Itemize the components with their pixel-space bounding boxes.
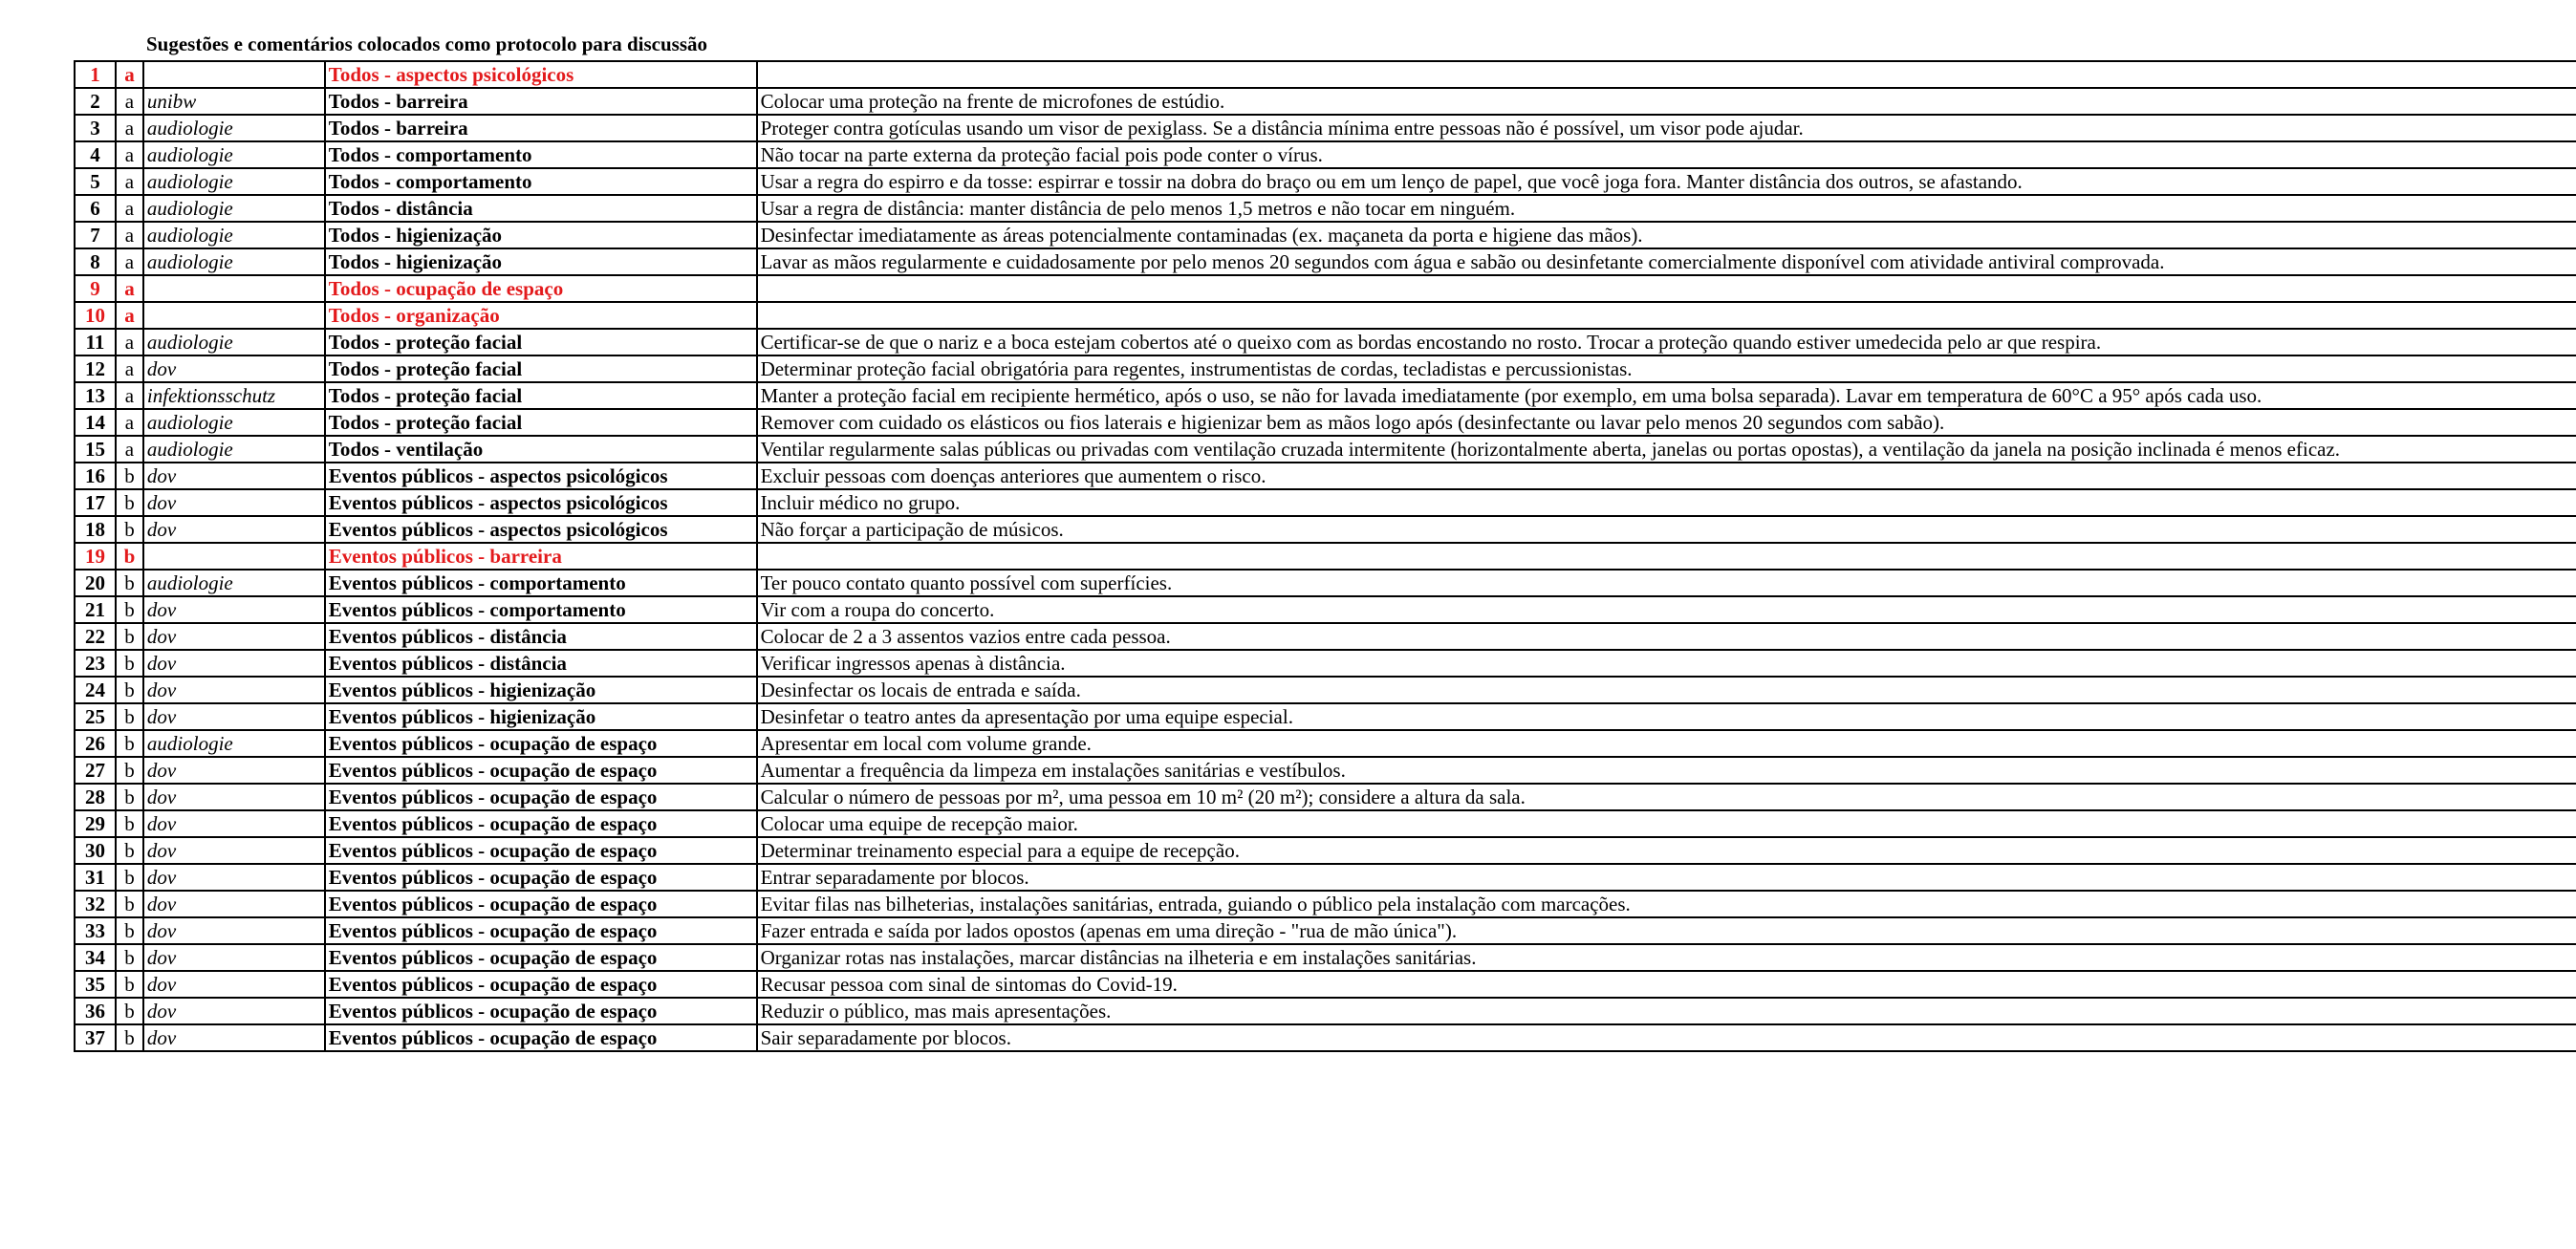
- source-cell: audiologie: [143, 570, 325, 596]
- row-number-cell: 23: [75, 650, 116, 677]
- suggestion-cell: [757, 275, 2576, 302]
- category-cell: Todos - proteção facial: [325, 382, 757, 409]
- table-row: [75, 703, 2576, 730]
- row-number-cell: 31: [75, 864, 116, 891]
- category-cell: Todos - higienização: [325, 248, 757, 275]
- category-cell: Eventos públicos - distância: [325, 623, 757, 650]
- table-row: [75, 463, 2576, 489]
- section-cell: b: [116, 703, 143, 730]
- source-cell: dov: [143, 516, 325, 543]
- category-cell: Todos - comportamento: [325, 141, 757, 168]
- section-cell: a: [116, 436, 143, 463]
- category-cell: Todos - barreira: [325, 115, 757, 141]
- table-row: [75, 570, 2576, 596]
- row-number-cell: 22: [75, 623, 116, 650]
- category-cell: Todos - comportamento: [325, 168, 757, 195]
- category-cell: Todos - ocupação de espaço: [325, 275, 757, 302]
- table-row: [75, 489, 2576, 516]
- suggestion-cell: Determinar treinamento especial para a equipe de recepção.: [757, 837, 2576, 864]
- category-cell: Eventos públicos - ocupação de espaço: [325, 1024, 757, 1051]
- table-row: [75, 596, 2576, 623]
- table-row: [75, 677, 2576, 703]
- suggestion-cell: Usar a regra do espirro e da tosse: espirrar e tossir na dobra do braço ou em um lenço de papel, que você joga fora. Manter distância dos outros, se afastando.: [757, 168, 2576, 195]
- section-cell: b: [116, 623, 143, 650]
- suggestion-cell: Não forçar a participação de músicos.: [757, 516, 2576, 543]
- source-cell: dov: [143, 944, 325, 971]
- section-cell: b: [116, 837, 143, 864]
- source-cell: audiologie: [143, 248, 325, 275]
- source-cell: dov: [143, 784, 325, 810]
- section-cell: b: [116, 998, 143, 1024]
- category-cell: Eventos públicos - distância: [325, 650, 757, 677]
- table-row: [75, 730, 2576, 757]
- table-row: [75, 810, 2576, 837]
- source-cell: dov: [143, 623, 325, 650]
- row-number-cell: 28: [75, 784, 116, 810]
- section-cell: a: [116, 88, 143, 115]
- source-cell: dov: [143, 703, 325, 730]
- source-cell: dov: [143, 463, 325, 489]
- suggestion-cell: Sair separadamente por blocos.: [757, 1024, 2576, 1051]
- table-row: [75, 355, 2576, 382]
- sheet-title: Sugestões e comentários colocados como protocolo para discussão: [146, 32, 707, 55]
- section-cell: a: [116, 61, 143, 88]
- category-cell: Eventos públicos - aspectos psicológicos: [325, 516, 757, 543]
- table-row: [75, 302, 2576, 329]
- suggestion-cell: Colocar uma equipe de recepção maior.: [757, 810, 2576, 837]
- category-cell: Todos - barreira: [325, 88, 757, 115]
- row-number-cell: 32: [75, 891, 116, 917]
- row-number-cell: 9: [75, 275, 116, 302]
- row-number-cell: 3: [75, 115, 116, 141]
- section-cell: b: [116, 650, 143, 677]
- suggestion-cell: [757, 61, 2576, 88]
- category-cell: Eventos públicos - ocupação de espaço: [325, 998, 757, 1024]
- row-number-cell: 10: [75, 302, 116, 329]
- table-row: [75, 141, 2576, 168]
- source-cell: audiologie: [143, 115, 325, 141]
- table-row: [75, 650, 2576, 677]
- category-cell: Todos - proteção facial: [325, 355, 757, 382]
- row-number-cell: 35: [75, 971, 116, 998]
- source-cell: dov: [143, 810, 325, 837]
- row-number-cell: 21: [75, 596, 116, 623]
- table-row: [75, 329, 2576, 355]
- row-number-cell: 19: [75, 543, 116, 570]
- suggestion-cell: Excluir pessoas com doenças anteriores que aumentem o risco.: [757, 463, 2576, 489]
- section-cell: b: [116, 596, 143, 623]
- suggestion-cell: Evitar filas nas bilheterias, instalações sanitárias, entrada, guiando o público pela instalação com marcações.: [757, 891, 2576, 917]
- section-cell: b: [116, 516, 143, 543]
- table-row: [75, 837, 2576, 864]
- source-cell: dov: [143, 757, 325, 784]
- row-number-cell: 14: [75, 409, 116, 436]
- suggestion-cell: Aumentar a frequência da limpeza em instalações sanitárias e vestíbulos.: [757, 757, 2576, 784]
- table-row: [75, 623, 2576, 650]
- row-number-cell: 6: [75, 195, 116, 222]
- section-cell: b: [116, 971, 143, 998]
- table-row: [75, 971, 2576, 998]
- source-cell: dov: [143, 864, 325, 891]
- suggestion-cell: Certificar-se de que o nariz e a boca estejam cobertos até o queixo com as bordas encostando no rosto. Trocar a proteção quando estiver umedecida pelo ar que respira.: [757, 329, 2576, 355]
- section-cell: a: [116, 275, 143, 302]
- section-cell: b: [116, 730, 143, 757]
- table-row: [75, 944, 2576, 971]
- table-row: [75, 917, 2576, 944]
- source-cell: audiologie: [143, 436, 325, 463]
- row-number-cell: 18: [75, 516, 116, 543]
- category-cell: Todos - proteção facial: [325, 409, 757, 436]
- category-cell: Todos - aspectos psicológicos: [325, 61, 757, 88]
- table-row: [75, 115, 2576, 141]
- row-number-cell: 17: [75, 489, 116, 516]
- section-cell: a: [116, 382, 143, 409]
- source-cell: unibw: [143, 88, 325, 115]
- category-cell: Eventos públicos - comportamento: [325, 596, 757, 623]
- category-cell: Eventos públicos - comportamento: [325, 570, 757, 596]
- suggestion-cell: Vir com a roupa do concerto.: [757, 596, 2576, 623]
- row-number-cell: 11: [75, 329, 116, 355]
- suggestion-cell: Organizar rotas nas instalações, marcar distâncias na ilheteria e em instalações sanitárias.: [757, 944, 2576, 971]
- suggestion-cell: Reduzir o público, mas mais apresentações.: [757, 998, 2576, 1024]
- suggestion-cell: Manter a proteção facial em recipiente hermético, após o uso, se não for lavada imediatamente (por exemplo, em uma bolsa separada). Lavar em temperatura de 60°C a 95° após cada uso.: [757, 382, 2576, 409]
- section-cell: a: [116, 329, 143, 355]
- source-cell: dov: [143, 1024, 325, 1051]
- category-cell: Eventos públicos - ocupação de espaço: [325, 757, 757, 784]
- source-cell: audiologie: [143, 141, 325, 168]
- section-cell: b: [116, 543, 143, 570]
- section-cell: a: [116, 409, 143, 436]
- table-row: [75, 382, 2576, 409]
- section-cell: b: [116, 1024, 143, 1051]
- table-body: [75, 61, 2576, 1051]
- section-cell: b: [116, 864, 143, 891]
- source-cell: [143, 275, 325, 302]
- row-number-cell: 26: [75, 730, 116, 757]
- table-row: [75, 543, 2576, 570]
- source-cell: [143, 543, 325, 570]
- table-row: [75, 1024, 2576, 1051]
- source-cell: audiologie: [143, 730, 325, 757]
- section-cell: b: [116, 891, 143, 917]
- suggestion-cell: Ventilar regularmente salas públicas ou privadas com ventilação cruzada intermitente (horizontalmente aberta, janelas ou portas opostas), a ventilação da janela na posição inclinada é menos eficaz.: [757, 436, 2576, 463]
- section-cell: b: [116, 489, 143, 516]
- table-row: [75, 891, 2576, 917]
- suggestion-cell: Não tocar na parte externa da proteção facial pois pode conter o vírus.: [757, 141, 2576, 168]
- section-cell: a: [116, 222, 143, 248]
- suggestion-cell: Recusar pessoa com sinal de sintomas do Covid-19.: [757, 971, 2576, 998]
- source-cell: dov: [143, 837, 325, 864]
- table-row: [75, 409, 2576, 436]
- suggestion-cell: Determinar proteção facial obrigatória para regentes, instrumentistas de cordas, tecladistas e percussionistas.: [757, 355, 2576, 382]
- category-cell: Todos - distância: [325, 195, 757, 222]
- section-cell: a: [116, 248, 143, 275]
- table-row: [75, 275, 2576, 302]
- category-cell: Eventos públicos - ocupação de espaço: [325, 971, 757, 998]
- suggestion-cell: Colocar de 2 a 3 assentos vazios entre cada pessoa.: [757, 623, 2576, 650]
- suggestion-cell: Incluir médico no grupo.: [757, 489, 2576, 516]
- section-cell: b: [116, 463, 143, 489]
- row-number-cell: 5: [75, 168, 116, 195]
- source-cell: audiologie: [143, 195, 325, 222]
- section-cell: b: [116, 677, 143, 703]
- row-number-cell: 20: [75, 570, 116, 596]
- source-cell: audiologie: [143, 329, 325, 355]
- source-cell: dov: [143, 489, 325, 516]
- row-number-cell: 27: [75, 757, 116, 784]
- row-number-cell: 7: [75, 222, 116, 248]
- table-row: [75, 168, 2576, 195]
- row-number-cell: 4: [75, 141, 116, 168]
- table-row: [75, 61, 2576, 88]
- source-cell: dov: [143, 917, 325, 944]
- category-cell: Eventos públicos - aspectos psicológicos: [325, 463, 757, 489]
- section-cell: a: [116, 168, 143, 195]
- category-cell: Eventos públicos - ocupação de espaço: [325, 917, 757, 944]
- row-number-cell: 8: [75, 248, 116, 275]
- table-row: [75, 864, 2576, 891]
- row-number-cell: 15: [75, 436, 116, 463]
- row-number-cell: 16: [75, 463, 116, 489]
- suggestion-cell: Proteger contra gotículas usando um visor de pexiglass. Se a distância mínima entre pessoas não é possível, um visor pode ajudar.: [757, 115, 2576, 141]
- table-row: [75, 88, 2576, 115]
- category-cell: Eventos públicos - barreira: [325, 543, 757, 570]
- suggestion-cell: [757, 543, 2576, 570]
- row-number-cell: 34: [75, 944, 116, 971]
- suggestion-cell: Fazer entrada e saída por lados opostos (apenas em uma direção - "rua de mão única").: [757, 917, 2576, 944]
- suggestion-cell: Usar a regra de distância: manter distância de pelo menos 1,5 metros e não tocar em ninguém.: [757, 195, 2576, 222]
- source-cell: dov: [143, 355, 325, 382]
- row-number-cell: 2: [75, 88, 116, 115]
- table-row: [75, 436, 2576, 463]
- suggestion-cell: Ter pouco contato quanto possível com superfícies.: [757, 570, 2576, 596]
- table-row: [75, 998, 2576, 1024]
- row-number-cell: 29: [75, 810, 116, 837]
- row-number-cell: 12: [75, 355, 116, 382]
- suggestion-cell: Colocar uma proteção na frente de microfones de estúdio.: [757, 88, 2576, 115]
- section-cell: b: [116, 784, 143, 810]
- row-number-cell: 37: [75, 1024, 116, 1051]
- row-number-cell: 1: [75, 61, 116, 88]
- category-cell: Eventos públicos - ocupação de espaço: [325, 891, 757, 917]
- source-cell: audiologie: [143, 168, 325, 195]
- suggestion-cell: Desinfectar imediatamente as áreas potencialmente contaminadas (ex. maçaneta da porta e higiene das mãos).: [757, 222, 2576, 248]
- source-cell: audiologie: [143, 222, 325, 248]
- suggestion-cell: Entrar separadamente por blocos.: [757, 864, 2576, 891]
- section-cell: b: [116, 757, 143, 784]
- section-cell: a: [116, 302, 143, 329]
- section-cell: a: [116, 195, 143, 222]
- row-number-cell: 13: [75, 382, 116, 409]
- table-row: [75, 516, 2576, 543]
- category-cell: Eventos públicos - higienização: [325, 703, 757, 730]
- category-cell: Eventos públicos - ocupação de espaço: [325, 944, 757, 971]
- table-row: [75, 222, 2576, 248]
- source-cell: audiologie: [143, 409, 325, 436]
- category-cell: Eventos públicos - ocupação de espaço: [325, 864, 757, 891]
- suggestion-cell: Lavar as mãos regularmente e cuidadosamente por pelo menos 20 segundos com água e sabão ou desinfetante comercialmente disponível com atividade antiviral comprovada.: [757, 248, 2576, 275]
- row-number-cell: 36: [75, 998, 116, 1024]
- row-number-cell: 30: [75, 837, 116, 864]
- row-number-cell: 25: [75, 703, 116, 730]
- table-row: [75, 195, 2576, 222]
- source-cell: dov: [143, 650, 325, 677]
- source-cell: dov: [143, 596, 325, 623]
- protocol-table: [74, 60, 2576, 1052]
- source-cell: [143, 302, 325, 329]
- section-cell: a: [116, 115, 143, 141]
- source-cell: dov: [143, 971, 325, 998]
- category-cell: Eventos públicos - higienização: [325, 677, 757, 703]
- section-cell: a: [116, 141, 143, 168]
- category-cell: Eventos públicos - ocupação de espaço: [325, 810, 757, 837]
- category-cell: Todos - ventilação: [325, 436, 757, 463]
- category-cell: Todos - proteção facial: [325, 329, 757, 355]
- suggestion-cell: Calcular o número de pessoas por m², uma pessoa em 10 m² (20 m²); considere a altura da sala.: [757, 784, 2576, 810]
- category-cell: Eventos públicos - ocupação de espaço: [325, 837, 757, 864]
- source-cell: dov: [143, 891, 325, 917]
- source-cell: [143, 61, 325, 88]
- suggestion-cell: Desinfectar os locais de entrada e saída.: [757, 677, 2576, 703]
- suggestion-cell: Desinfetar o teatro antes da apresentação por uma equipe especial.: [757, 703, 2576, 730]
- table-row: [75, 248, 2576, 275]
- section-cell: a: [116, 355, 143, 382]
- section-cell: b: [116, 944, 143, 971]
- row-number-cell: 24: [75, 677, 116, 703]
- row-number-cell: 33: [75, 917, 116, 944]
- suggestion-cell: Verificar ingressos apenas à distância.: [757, 650, 2576, 677]
- table-row: [75, 757, 2576, 784]
- source-cell: dov: [143, 998, 325, 1024]
- section-cell: b: [116, 570, 143, 596]
- suggestion-cell: [757, 302, 2576, 329]
- source-cell: infektionsschutz: [143, 382, 325, 409]
- category-cell: Eventos públicos - ocupação de espaço: [325, 730, 757, 757]
- suggestion-cell: Apresentar em local com volume grande.: [757, 730, 2576, 757]
- category-cell: Todos - higienização: [325, 222, 757, 248]
- category-cell: Eventos públicos - aspectos psicológicos: [325, 489, 757, 516]
- section-cell: b: [116, 917, 143, 944]
- source-cell: dov: [143, 677, 325, 703]
- table-row: [75, 784, 2576, 810]
- category-cell: Todos - organização: [325, 302, 757, 329]
- suggestion-cell: Remover com cuidado os elásticos ou fios laterais e higienizar bem as mãos logo após (desinfectante ou lavar pelo menos 20 segundos com sabão).: [757, 409, 2576, 436]
- category-cell: Eventos públicos - ocupação de espaço: [325, 784, 757, 810]
- section-cell: b: [116, 810, 143, 837]
